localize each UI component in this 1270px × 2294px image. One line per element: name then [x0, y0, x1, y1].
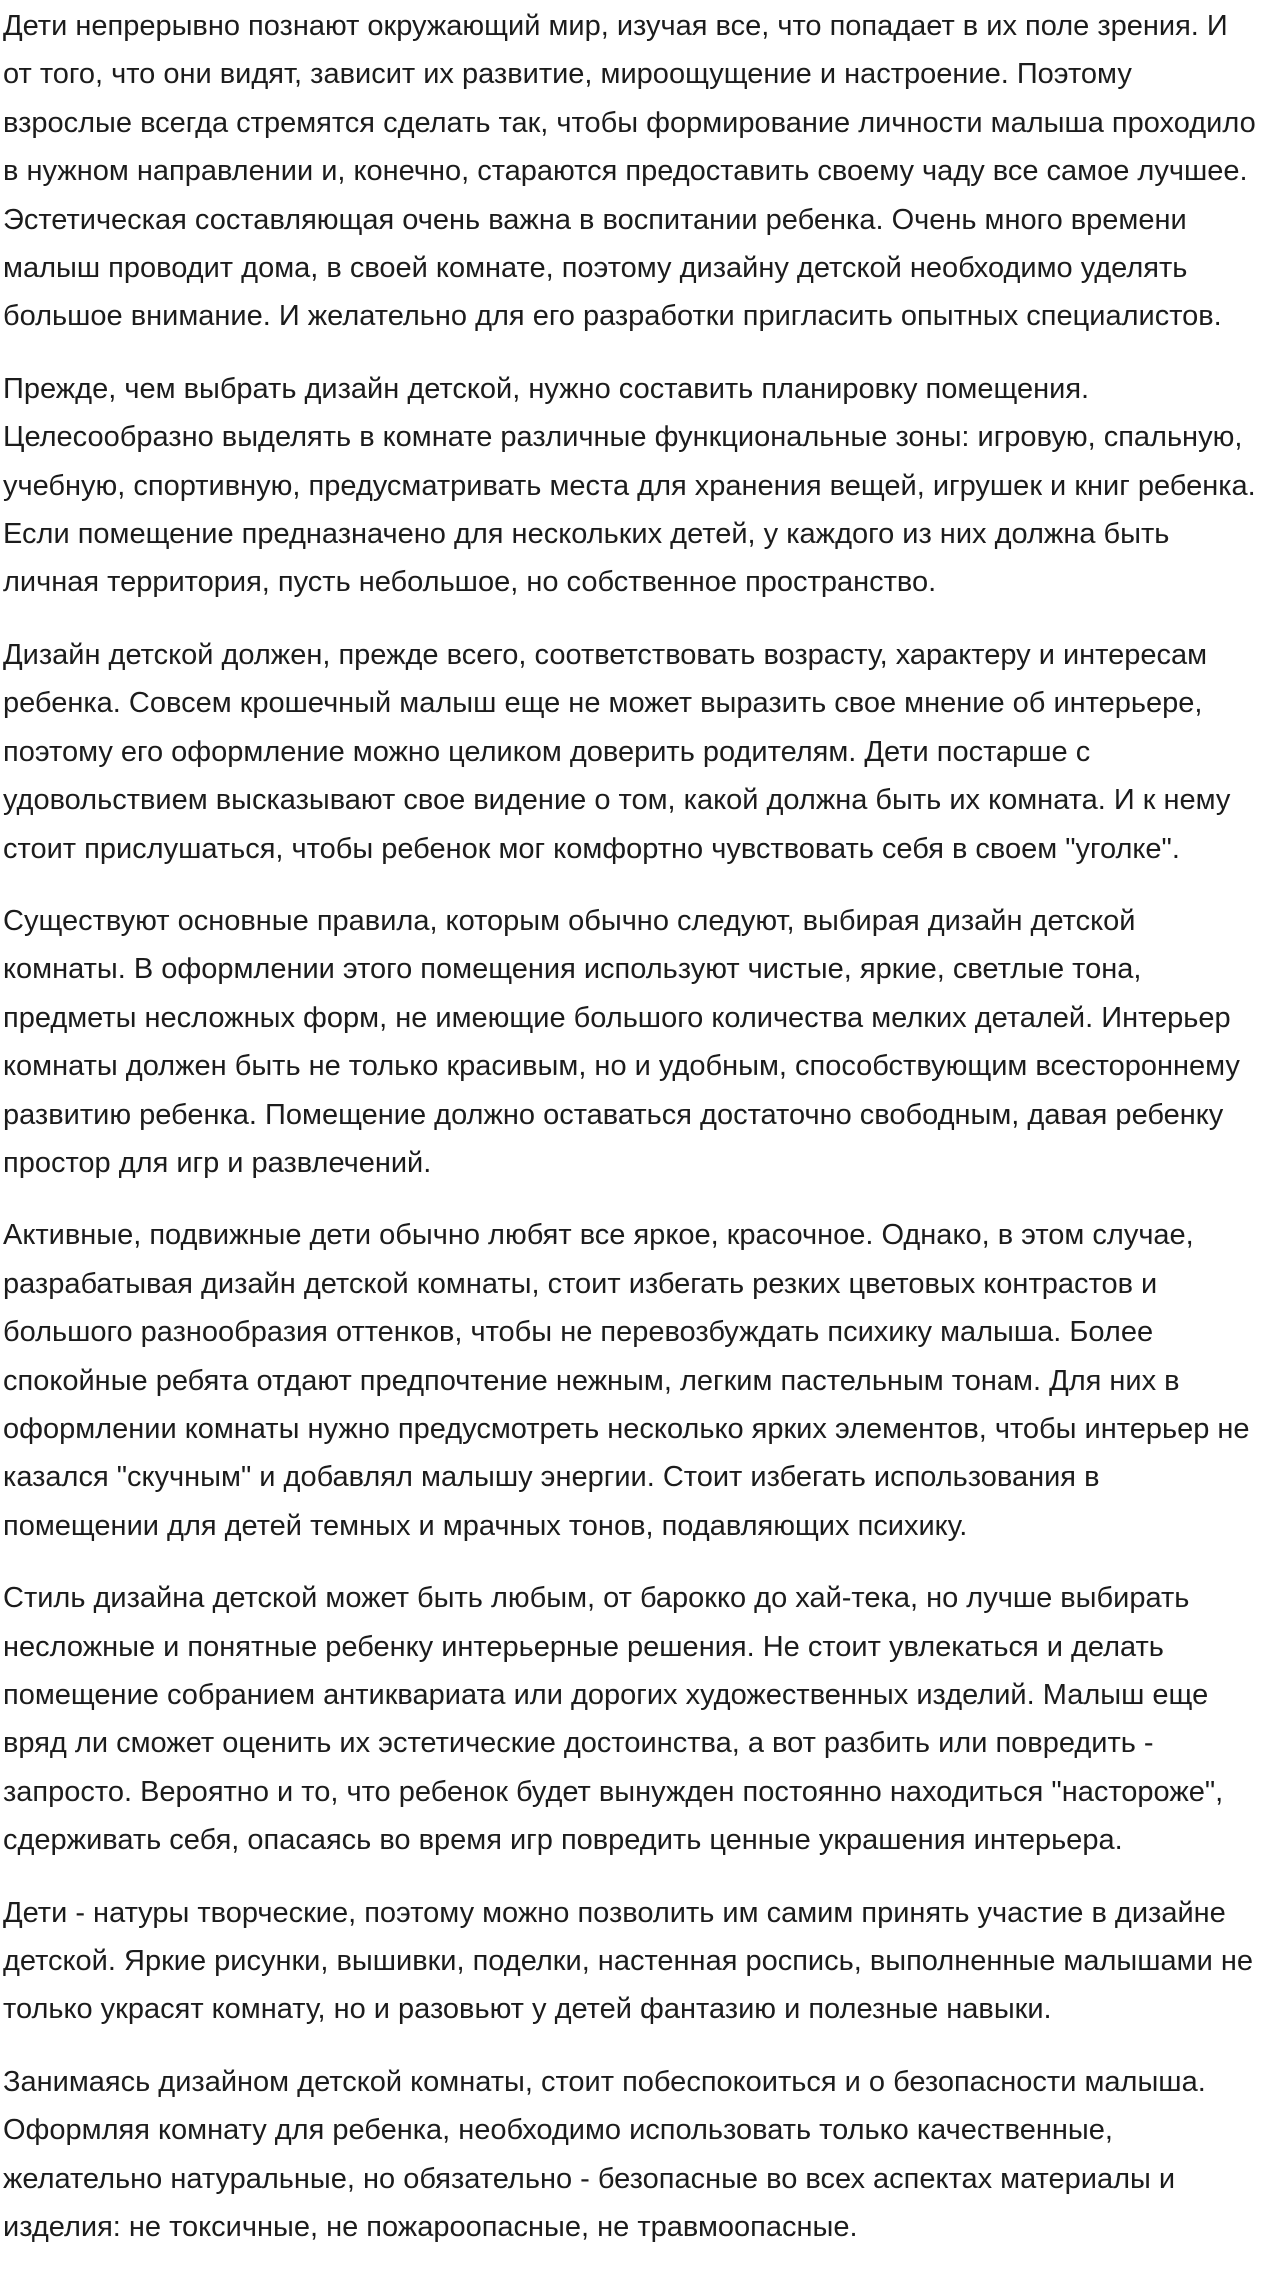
- paragraph-basic-rules: Существуют основные правила, которым обычно следуют, выбирая дизайн детской комнаты. В оформлении этого помещения используют чистые, яркие, светлые тона, предметы несложных форм, не имеющие большого количества мелких деталей. Интерьер комнаты должен быть не только красивым, но и удобным, способствующим всестороннему развитию ребенка. Помещение должно оставаться достаточно свободным, давая ребенку простор для игр и развлечений.: [3, 904, 1240, 1179]
- paragraph-intro: Дети непрерывно познают окружающий мир, изучая все, что попадает в их поле зрения. И от того, что они видят, зависит их развитие, мироощущение и настроение. Поэтому взрослые всегда стремятся сделать так, чтобы формирование личности малыша проходило в нужном направлении и, конечно, стараются предоставить своему чаду все самое лучшее. Эстетическая составляющая очень важна в воспитании ребенка. Очень много времени малыш проводит дома, в своей комнате, поэтому дизайну детской необходимо уделять большое внимание. И желательно для его разработки пригласить опытных специалистов.: [3, 10, 1256, 333]
- paragraph-safety: Занимаясь дизайном детской комнаты, стоит побеспокоиться и о безопасности малыша. Оформляя комнату для ребенка, необходимо использовать только качественные, желательно натуральные, но обязательно - безопасные во всех аспектах материалы и изделия: не токсичные, не пожароопасные, не травмоопасные.: [3, 2065, 1206, 2244]
- paragraph-colors: Активные, подвижные дети обычно любят все яркое, красочное. Однако, в этом случае, разрабатывая дизайн детской комнаты, стоит избегать резких цветовых контрастов и большого разнообразия оттенков, чтобы не перевозбуждать психику малыша. Более спокойные ребята отдают предпочтение нежным, легким пастельным тонам. Для них в оформлении комнаты нужно предусмотреть несколько ярких элементов, чтобы интерьер не казался "скучным" и добавлял малышу энергии. Стоит избегать использования в помещении для детей темных и мрачных тонов, подавляющих психику.: [3, 1219, 1250, 1542]
- paragraph-age-interests: Дизайн детской должен, прежде всего, соответствовать возрасту, характеру и интересам ребенка. Совсем крошечный малыш еще не может выразить свое мнение об интерьере, поэтому его оформление можно целиком доверить родителям. Дети постарше с удовольствием высказывают свое видение о том, какой должна быть их комната. И к нему стоит прислушаться, чтобы ребенок мог комфортно чувствовать себя в своем "уголке".: [3, 638, 1231, 865]
- paragraph-creativity: Дети - натуры творческие, поэтому можно позволить им самим принять участие в дизайне детской. Яркие рисунки, вышивки, поделки, настенная роспись, выполненные малышами не только украсят комнату, но и разовьют у детей фантазию и полезные навыки.: [3, 1896, 1253, 2026]
- paragraph-planning: Прежде, чем выбрать дизайн детской, нужно составить планировку помещения. Целесообразно выделять в комнате различные функциональные зоны: игровую, спальную, учебную, спортивную, предусматривать места для хранения вещей, игрушек и книг ребенка. Если помещение предназначено для нескольких детей, у каждого из них должна быть личная территория, пусть небольшое, но собственное пространство.: [3, 372, 1256, 599]
- paragraph-style: Стиль дизайна детской может быть любым, от барокко до хай-тека, но лучше выбирать несложные и понятные ребенку интерьерные решения. Не стоит увлекаться и делать помещение собранием антиквариата или дорогих художественных изделий. Малыш еще вряд ли сможет оценить их эстетические достоинства, а вот разбить или повредить - запросто. Вероятно и то, что ребенок будет вынужден постоянно находиться "настороже", сдерживать себя, опасаясь во время игр повредить ценные украшения интерьера.: [3, 1582, 1224, 1857]
